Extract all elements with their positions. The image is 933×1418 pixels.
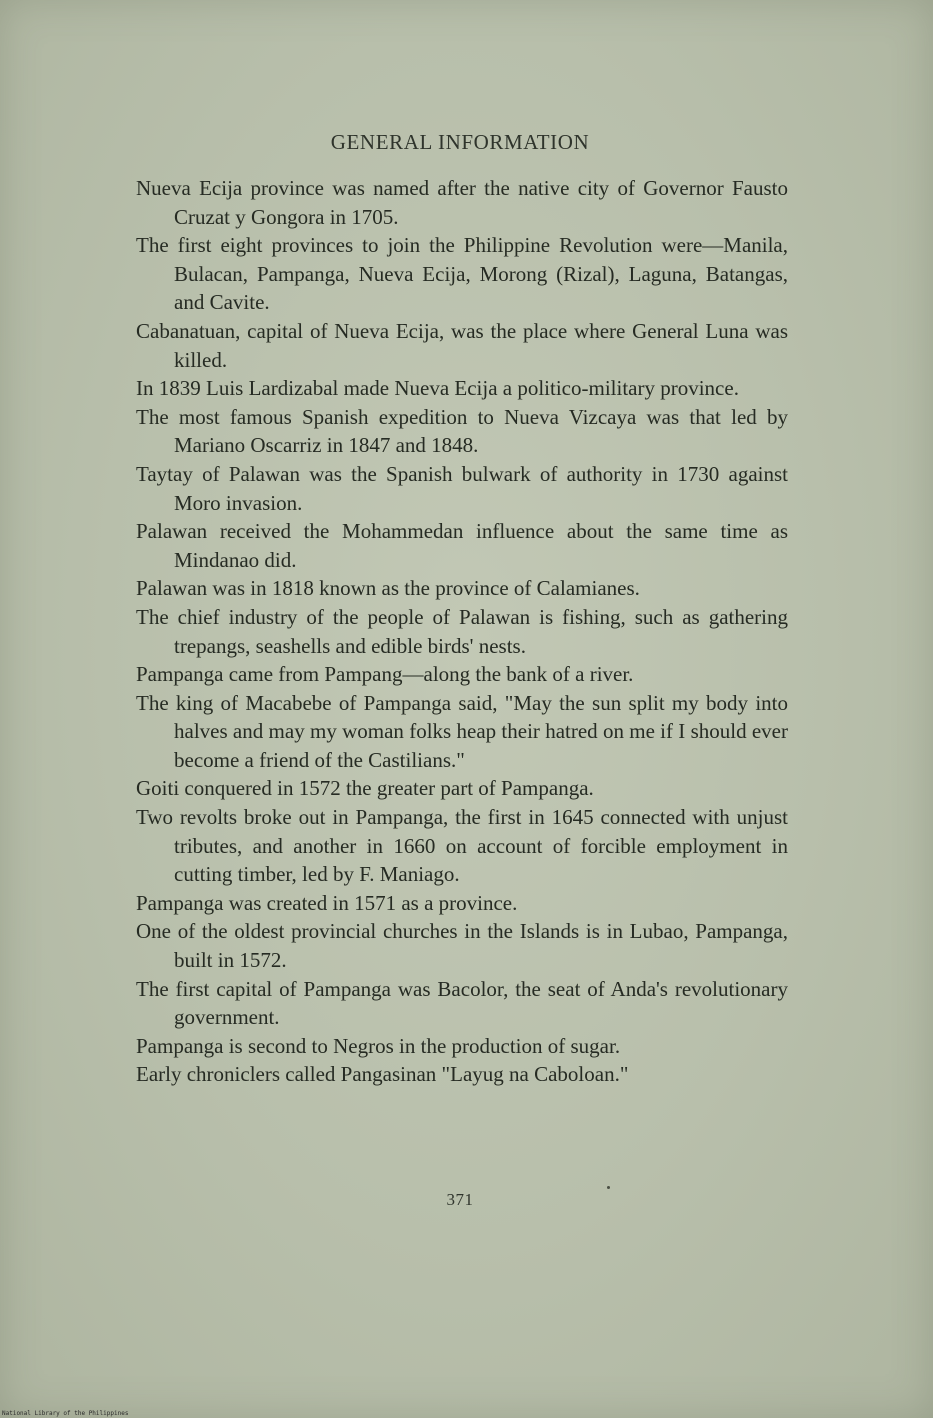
entry-item: Taytay of Palawan was the Spanish bulwark of authority in 1730 against Moro invasion.	[136, 461, 788, 515]
entry-item: Goiti conquered in 1572 the greater part of Pampanga.	[136, 776, 594, 801]
entry-item: Two revolts broke out in Pampanga, the first in 1645 connected with unjust tributes, and another in 1660 on account of forcible employment in cutting timber, led by F. Maniago.	[136, 805, 788, 887]
entry-item: Palawan received the Mohammedan influence about the same time as Mindanao did.	[136, 519, 788, 572]
entry-item: The most famous Spanish expedition to Nueva Vizcaya was that led by Mariano Oscarriz in 1847 and 1848.	[136, 404, 788, 458]
entry-item: Palawan was in 1818 known as the province of Calamianes.	[136, 576, 640, 601]
entry-item: The king of Macabebe of Pampanga said, "May the sun split my body into halves and may my woman folks heap their hatred on me if I should ever become a friend of the Castilians."	[136, 690, 788, 772]
paper-speck	[607, 1186, 610, 1189]
entry-item: Pampanga came from Pampang—along the bank of a river.	[136, 662, 634, 687]
entry-item: Cabanatuan, capital of Nueva Ecija, was the place where General Luna was killed.	[136, 318, 788, 372]
library-watermark: National Library of the Philippines	[2, 1410, 129, 1417]
entry-item: The first eight provinces to join the Philippine Revolution were—Manila, Bulacan, Pampanga, Nueva Ecija, Morong (Rizal), Laguna, Batangas, and Cavite.	[136, 233, 788, 315]
entry-item: Pampanga is second to Negros in the production of sugar.	[136, 1033, 621, 1058]
entry-item: One of the oldest provincial churches in the Islands is in Lubao, Pampanga, built in 1572.	[136, 919, 788, 973]
page-number: 371	[446, 1190, 474, 1209]
entry-item: The chief industry of the people of Palawan is fishing, such as gathering trepangs, seashells and edible birds' nests.	[136, 604, 788, 658]
entry-item: In 1839 Luis Lardizabal made Nueva Ecija a politico-military province.	[136, 376, 739, 401]
entry-list	[136, 174, 788, 1089]
entry-item: Pampanga was created in 1571 as a province.	[136, 890, 518, 915]
page-header: GENERAL INFORMATION	[330, 130, 590, 154]
entry-item: Nueva Ecija province was named after the native city of Governor Fausto Cruzat y Gongora in 1705.	[136, 176, 788, 229]
entry-item: Early chroniclers called Pangasinan "Layug na Caboloan."	[136, 1062, 629, 1087]
entry-item: The first capital of Pampanga was Bacolor, the seat of Anda's revolutionary government.	[136, 976, 788, 1030]
